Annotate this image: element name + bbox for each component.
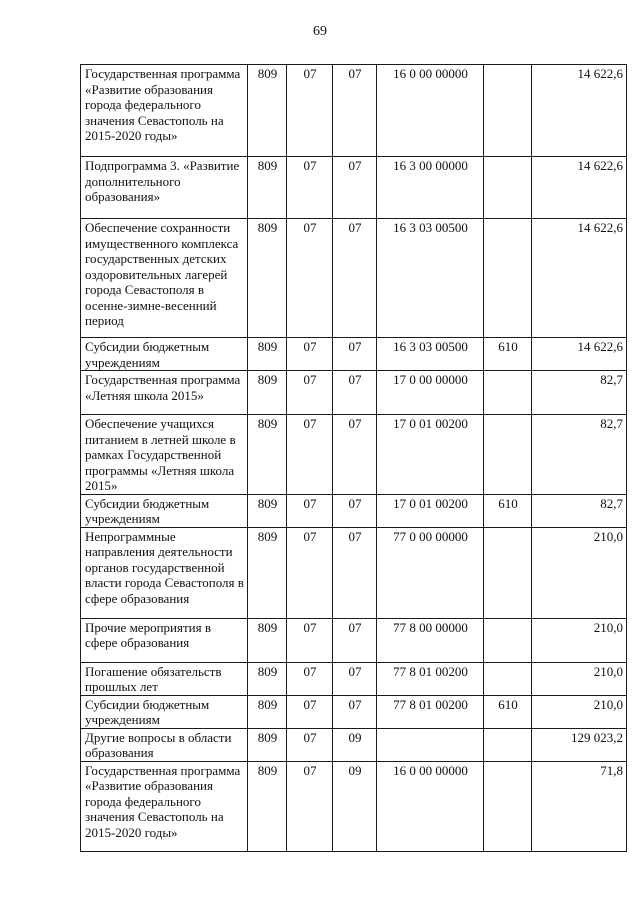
amount: 82,7 <box>532 371 627 415</box>
amount: 210,0 <box>532 618 627 662</box>
section-code: 07 <box>287 371 333 415</box>
row-name: Непрограммные направления деятельности органов государственной власти города Севастополя в сфере образования <box>81 527 248 618</box>
table-row <box>81 728 627 761</box>
subsection-code: 07 <box>333 415 377 495</box>
row-name: Прочие мероприятия в сфере образования <box>81 618 248 662</box>
subsection-code: 07 <box>333 219 377 338</box>
amount: 14 622,6 <box>532 338 627 371</box>
budget-table <box>80 64 627 852</box>
amount: 14 622,6 <box>532 157 627 219</box>
department-code: 809 <box>248 415 287 495</box>
section-code: 07 <box>287 728 333 761</box>
subsection-code: 07 <box>333 371 377 415</box>
department-code: 809 <box>248 494 287 527</box>
table-row <box>81 662 627 695</box>
section-code: 07 <box>287 527 333 618</box>
department-code: 809 <box>248 527 287 618</box>
target-article-code: 16 3 03 00500 <box>377 219 484 338</box>
table-row <box>81 157 627 219</box>
section-code: 07 <box>287 65 333 157</box>
table-row <box>81 219 627 338</box>
expense-type-code <box>484 662 532 695</box>
amount: 210,0 <box>532 695 627 728</box>
section-code: 07 <box>287 695 333 728</box>
expense-type-code <box>484 415 532 495</box>
target-article-code <box>377 728 484 761</box>
section-code: 07 <box>287 494 333 527</box>
expense-type-code <box>484 728 532 761</box>
department-code: 809 <box>248 761 287 851</box>
subsection-code: 07 <box>333 618 377 662</box>
target-article-code: 16 3 03 00500 <box>377 338 484 371</box>
department-code: 809 <box>248 338 287 371</box>
amount: 71,8 <box>532 761 627 851</box>
expense-type-code <box>484 65 532 157</box>
target-article-code: 77 8 01 00200 <box>377 695 484 728</box>
target-article-code: 17 0 00 00000 <box>377 371 484 415</box>
target-article-code: 16 3 00 00000 <box>377 157 484 219</box>
expense-type-code: 610 <box>484 338 532 371</box>
expense-type-code: 610 <box>484 695 532 728</box>
target-article-code: 77 8 01 00200 <box>377 662 484 695</box>
expense-type-code <box>484 157 532 219</box>
expense-type-code <box>484 219 532 338</box>
target-article-code: 16 0 00 00000 <box>377 761 484 851</box>
department-code: 809 <box>248 695 287 728</box>
row-name: Субсидии бюджетным учреждениям <box>81 695 248 728</box>
row-name: Субсидии бюджетным учреждениям <box>81 494 248 527</box>
target-article-code: 77 0 00 00000 <box>377 527 484 618</box>
row-name: Государственная программа «Летняя школа 2015» <box>81 371 248 415</box>
section-code: 07 <box>287 662 333 695</box>
subsection-code: 09 <box>333 761 377 851</box>
expense-type-code: 610 <box>484 494 532 527</box>
table-row <box>81 527 627 618</box>
row-name: Субсидии бюджетным учреждениям <box>81 338 248 371</box>
department-code: 809 <box>248 618 287 662</box>
expense-type-code <box>484 618 532 662</box>
amount: 82,7 <box>532 415 627 495</box>
table-row <box>81 695 627 728</box>
table-row <box>81 338 627 371</box>
subsection-code: 07 <box>333 662 377 695</box>
section-code: 07 <box>287 761 333 851</box>
department-code: 809 <box>248 371 287 415</box>
target-article-code: 77 8 00 00000 <box>377 618 484 662</box>
row-name: Другие вопросы в области образования <box>81 728 248 761</box>
amount: 129 023,2 <box>532 728 627 761</box>
page-number: 69 <box>313 24 327 39</box>
subsection-code: 07 <box>333 338 377 371</box>
row-name: Обеспечение сохранности имущественного комплекса государственных детских оздоровительных лагерей города Севастополя в осенне-зимне-весенний период <box>81 219 248 338</box>
table-row <box>81 618 627 662</box>
section-code: 07 <box>287 415 333 495</box>
department-code: 809 <box>248 662 287 695</box>
subsection-code: 07 <box>333 527 377 618</box>
expense-type-code <box>484 527 532 618</box>
department-code: 809 <box>248 219 287 338</box>
target-article-code: 17 0 01 00200 <box>377 494 484 527</box>
amount: 210,0 <box>532 527 627 618</box>
table-row <box>81 65 627 157</box>
target-article-code: 17 0 01 00200 <box>377 415 484 495</box>
row-name: Обеспечение учащихся питанием в летней школе в рамках Государственной программы «Летняя школа 2015» <box>81 415 248 495</box>
department-code: 809 <box>248 65 287 157</box>
subsection-code: 07 <box>333 494 377 527</box>
amount: 82,7 <box>532 494 627 527</box>
department-code: 809 <box>248 728 287 761</box>
section-code: 07 <box>287 338 333 371</box>
section-code: 07 <box>287 219 333 338</box>
amount: 14 622,6 <box>532 65 627 157</box>
department-code: 809 <box>248 157 287 219</box>
table-row <box>81 415 627 495</box>
table-row <box>81 371 627 415</box>
row-name: Погашение обязательств прошлых лет <box>81 662 248 695</box>
amount: 210,0 <box>532 662 627 695</box>
subsection-code: 07 <box>333 695 377 728</box>
table-row <box>81 494 627 527</box>
subsection-code: 09 <box>333 728 377 761</box>
subsection-code: 07 <box>333 157 377 219</box>
table-row <box>81 761 627 851</box>
row-name: Государственная программа «Развитие образования города федерального значения Севастополь на 2015-2020 годы» <box>81 65 248 157</box>
section-code: 07 <box>287 618 333 662</box>
row-name: Государственная программа «Развитие образования города федерального значения Севастополь на 2015-2020 годы» <box>81 761 248 851</box>
amount: 14 622,6 <box>532 219 627 338</box>
target-article-code: 16 0 00 00000 <box>377 65 484 157</box>
expense-type-code <box>484 371 532 415</box>
section-code: 07 <box>287 157 333 219</box>
subsection-code: 07 <box>333 65 377 157</box>
expense-type-code <box>484 761 532 851</box>
row-name: Подпрограмма 3. «Развитие дополнительного образования» <box>81 157 248 219</box>
